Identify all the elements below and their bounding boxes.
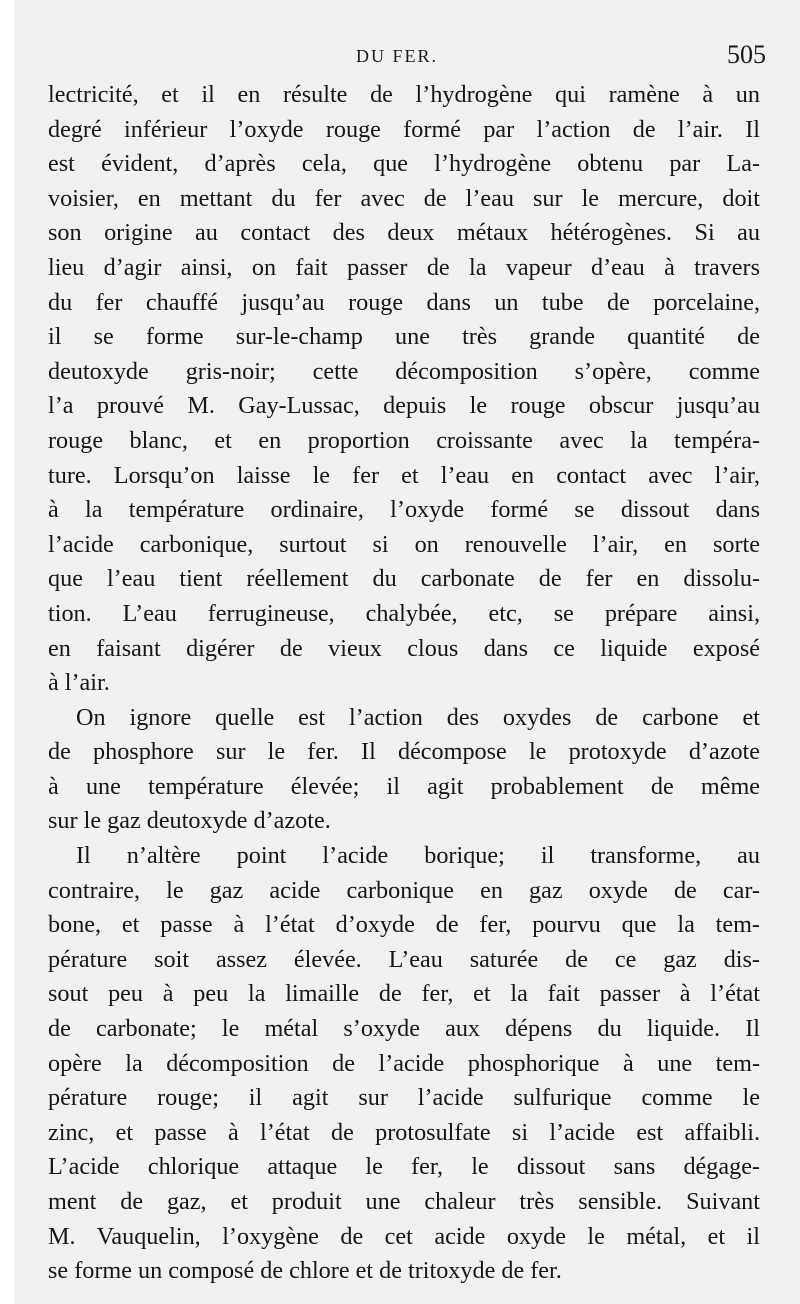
text-line: zinc, et passe à l’état de protosulfate si l’acide est affaibli.	[48, 1118, 760, 1146]
text-line: tion. L’eau ferrugineuse, chalybée, etc, se prépare ainsi,	[48, 599, 760, 627]
text-line: ment de gaz, et produit une chaleur très sensible. Suivant	[48, 1188, 760, 1215]
text-line: pérature soit assez élevée. L’eau saturée de ce gaz dis-	[48, 945, 760, 973]
running-title: DU FER.	[356, 46, 439, 66]
text-line: son origine au contact des deux métaux hétérogènes. Si au	[48, 219, 760, 247]
text-line: est évident, d’après cela, que l’hydrogène obtenu par La-	[48, 150, 760, 178]
text-line: bone, et passe à l’état d’oxyde de fer, pourvu que la tem-	[48, 911, 760, 939]
text-line: il se forme sur-le-champ une très grande quantité de	[48, 323, 760, 351]
text-line: rouge blanc, et en proportion croissante avec la tempéra-	[48, 426, 760, 454]
text-line: degré inférieur l’oxyde rouge formé par l’action de l’air. Il	[48, 115, 760, 143]
text-line: contraire, le gaz acide carbonique en gaz oxyde de car-	[48, 876, 760, 904]
text-line: voisier, en mettant du fer avec de l’eau sur le mercure, doit	[48, 184, 760, 212]
text-line: deutoxyde gris-noir; cette décomposition s’opère, comme	[48, 357, 760, 385]
text-line: L’acide chlorique attaque le fer, le dissout sans dégage-	[48, 1153, 760, 1181]
text-line: lectricité, et il en résulte de l’hydrogène qui ramène à un	[48, 81, 760, 108]
text-line: M. Vauquelin, l’oxygène de cet acide oxyde le métal, et il	[48, 1222, 760, 1250]
text-line: en faisant digérer de vieux clous dans ce liquide exposé	[48, 634, 760, 662]
text-line: lieu d’agir ainsi, on fait passer de la vapeur d’eau à travers	[48, 253, 760, 281]
text-line: opère la décomposition de l’acide phosphorique à une tem-	[48, 1049, 760, 1077]
text-line: à une température élevée; il agit probablement de même	[48, 772, 760, 800]
text-line: l’acide carbonique, surtout si on renouvelle l’air, en sorte	[48, 530, 760, 558]
text-line: se forme un composé de chlore et de tritoxyde de fer.	[48, 1257, 562, 1285]
text-line: Il n’altère point l’acide borique; il transforme, au	[76, 842, 760, 870]
text-line: sout peu à peu la limaille de fer, et la fait passer à l’état	[48, 980, 760, 1008]
page-number: 505	[727, 40, 766, 69]
page-margin	[0, 0, 14, 1304]
text-line: de carbonate; le métal s’oxyde aux dépens du liquide. Il	[48, 1015, 760, 1043]
text-line: sur le gaz deutoxyde d’azote.	[48, 807, 331, 835]
text-line: l’a prouvé M. Gay-Lussac, depuis le rouge obscur jusqu’au	[48, 392, 760, 420]
text-line: ture. Lorsqu’on laisse le fer et l’eau en contact avec l’air,	[48, 461, 760, 489]
text-line: à la température ordinaire, l’oxyde formé se dissout dans	[48, 496, 760, 524]
body-text	[48, 78, 760, 1289]
text-line: que l’eau tient réellement du carbonate de fer en dissolu-	[48, 565, 760, 593]
text-line: à l’air.	[48, 669, 110, 697]
text-line: On ignore quelle est l’action des oxydes de carbone et	[76, 703, 760, 731]
text-line: de phosphore sur le fer. Il décompose le protoxyde d’azote	[48, 738, 760, 766]
text-line: du fer chauffé jusqu’au rouge dans un tube de porcelaine,	[48, 288, 760, 316]
page-header	[0, 40, 800, 74]
text-line: pérature rouge; il agit sur l’acide sulfurique comme le	[48, 1084, 760, 1112]
